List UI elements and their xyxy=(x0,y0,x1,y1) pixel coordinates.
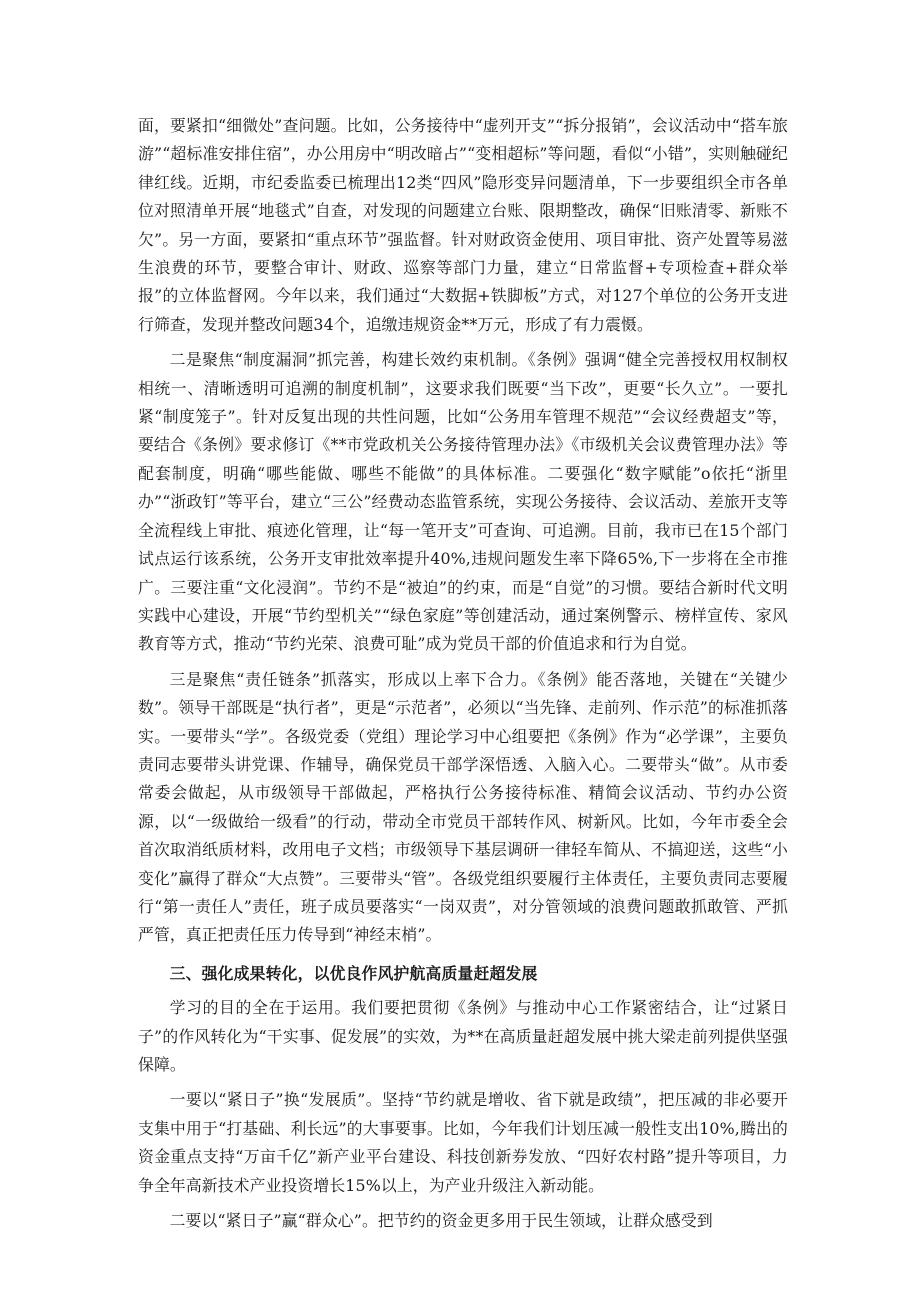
paragraph-1: 面，要紧扣“细微处”查问题。比如，公务接待中“虚列开支”“拆分报销”，会议活动中“搭车旅游”“超标准安排住宿”，办公用房中“明改暗占”“变相超标”等问题，看似“小错”，实则触碰纪律红线。近期，市纪委监委已梳理出12类“四风”隐形变异问题清单，下一步要组织全市各单位对照清单开展“地毯式”自查，对发现的问题建立台账、限期整改，确保“旧账清零、新账不欠”。另一方面，要紧扣“重点环节”强监督。针对财政资金使用、项目审批、资产处置等易滋生浪费的环节，要整合审计、财政、巡察等部门力量，建立“日常监督+专项检查+群众举报”的立体监督网。今年以来，我们通过“大数据+铁脚板”方式，对127个单位的公务开支进行筛查，发现并整改问题34个，追缴违规资金**万元，形成了有力震慑。 xyxy=(138,116,788,334)
paragraph-3: 三是聚焦“责任链条”抓落实，形成以上率下合力。《条例》能否落地，关键在“关键少数”。领导干部既是“执行者”，更是“示范者”，必须以“当先锋、走前列、作示范”的标准抓落实。一要带头“学”。各级党委（党组）理论学习中心组要把《条例》作为“必学课”，主要负责同志要带头讲党课、作辅导，确保党员干部学深悟透、入脑入心。二要带头“做”。从市委常委会做起，从市级领导干部做起，严格执行公务接待标准、精简会议活动、节约办公资源，以“一级做给一级看”的行动，带动全市党员干部转作风、树新风。比如，今年市委全会首次取消纸质材料，改用电子文档；市级领导下基层调研一律轻车简从、不搞迎送，这些“小变化”赢得了群众“大点赞”。三要带头“管”。各级党组织要履行主体责任，主要负责同志要履行“第一责任人”责任，班子成员要落实“一岗双责”，对分管领域的浪费问题敢抓敢管、严抓严管，真正把责任压力传导到“神经末梢”。 xyxy=(138,669,788,945)
paragraph-6: 二要以“紧日子”赢“群众心”。把节约的资金更多用于民生领域，让群众感受到 xyxy=(169,1211,713,1231)
paragraph-4: 学习的目的全在于运用。我们要把贯彻《条例》与推动中心工作紧密结合，让“过紧日子”的作风转化为“干实事、促发展”的实效，为**在高质量赶超发展中挑大梁走前列提供坚强保障。 xyxy=(138,998,788,1074)
section-heading: 三、强化成果转化，以优良作风护航高质量赶超发展 xyxy=(169,963,538,983)
document-page xyxy=(138,112,788,1235)
paragraph-5: 一要以“紧日子”换“发展质”。坚持“节约就是增收、省下就是政绩”，把压减的非必要开支集中用于“打基础、利长远”的大事要事。比如，今年我们计划压减一般性支出10%,腾出的资金重点支持“万亩千亿”新产业平台建设、科技创新券发放、“四好农村路”提升等项目，力争全年高新技术产业投资增长15%以上，为产业升级注入新动能。 xyxy=(138,1090,788,1195)
paragraph-2: 二是聚焦“制度漏洞”抓完善，构建长效约束机制。《条例》强调“健全完善授权用权制权相统一、清晰透明可追溯的制度机制”，这要求我们既要“当下改”，更要“长久立”。一要扎紧“制度笼子”。针对反复出现的共性问题，比如“公务用车管理不规范”“会议经费超支”等，要结合《条例》要求修订《**市党政机关公务接待管理办法》《市级机关会议费管理办法》等配套制度，明确“哪些能做、哪些不能做”的具体标准。二要强化“数字赋能”o依托“浙里办”“浙政钉”等平台，建立“三公”经费动态监管系统，实现公务接待、会议活动、差旅开支等全流程线上审批、痕迹化管理，让“每一笔开支”可查询、可追溯。目前，我市已在15个部门试点运行该系统，公务开支审批效率提升40%,违规问题发生率下降65%,下一步将在全市推广。三要注重“文化浸润”。节约不是“被迫”的约束，而是“自觉”的习惯。要结合新时代文明实践中心建设，开展“节约型机关”“绿色家庭”等创建活动，通过案例警示、榜样宣传、家风教育等方式，推动“节约光荣、浪费可耻”成为党员干部的价值追求和行为自觉。 xyxy=(138,350,788,654)
